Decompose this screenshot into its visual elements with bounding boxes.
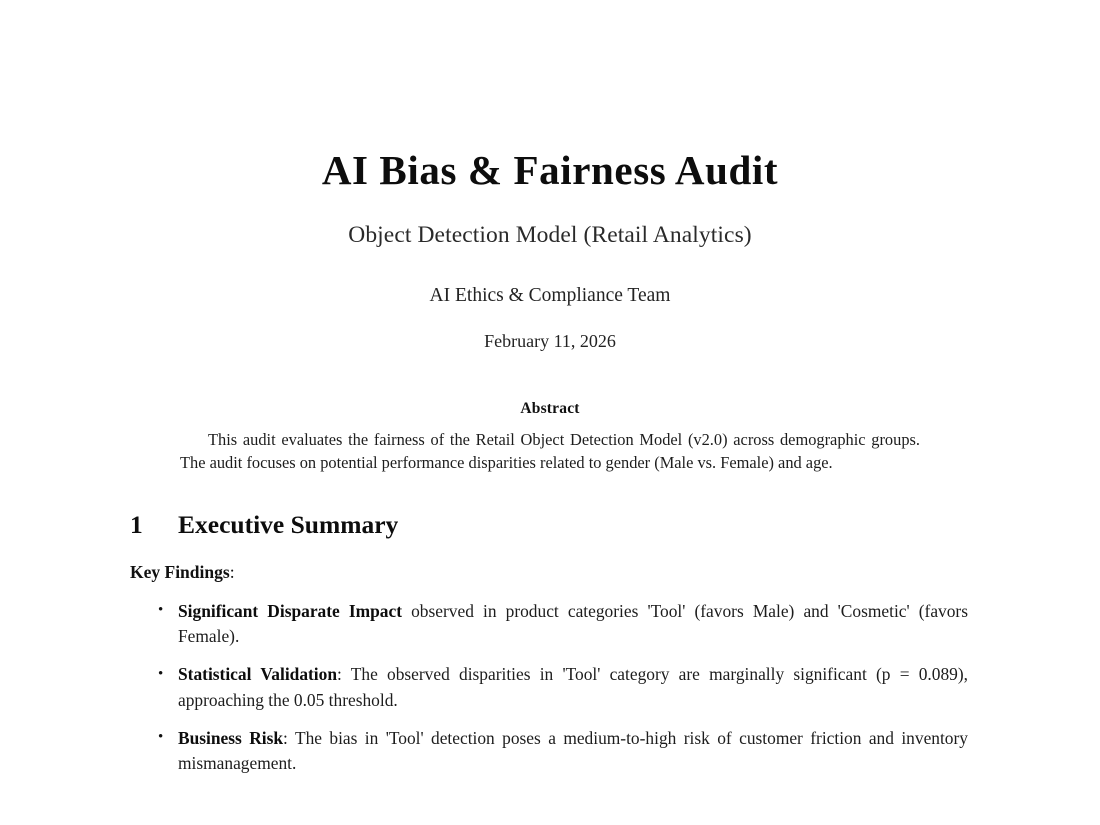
abstract-section xyxy=(0,400,1100,475)
section-heading-executive-summary xyxy=(130,510,1100,540)
title-block xyxy=(0,0,1100,352)
key-findings-label-text: Key Findings xyxy=(130,561,230,582)
finding-text: : The observed disparities in 'Tool' category are marginally significant (p = 0.089), approaching the 0.05 threshold. xyxy=(178,664,968,710)
finding-lead: Significant Disparate Impact xyxy=(178,600,402,621)
key-findings-label xyxy=(130,562,1100,583)
section-title: Executive Summary xyxy=(178,509,399,539)
bullet-icon: • xyxy=(158,602,164,619)
bullet-icon: • xyxy=(158,729,164,746)
abstract-text: This audit evaluates the fairness of the Retail Object Detection Model (v2.0) across demographic groups. The audit focuses on potential performance disparities related to gender (Male vs. Female) and age. xyxy=(180,429,920,473)
abstract-heading: Abstract xyxy=(520,399,580,417)
finding-lead: Business Risk xyxy=(178,727,284,748)
list-item xyxy=(158,662,968,714)
finding-text: : The bias in 'Tool' detection poses a medium-to-high risk of customer friction and inventory mismanagement. xyxy=(178,727,968,774)
document-title: AI Bias & Fairness Audit xyxy=(321,147,779,193)
document-subtitle: Object Detection Model (Retail Analytics) xyxy=(348,221,752,248)
key-findings-colon: : xyxy=(229,561,235,582)
list-item xyxy=(158,599,968,651)
key-findings-list xyxy=(0,599,1100,778)
finding-text: observed in product categories 'Tool' (favors Male) and 'Cosmetic' (favors Female). xyxy=(178,600,968,647)
list-item xyxy=(158,726,968,778)
bullet-icon: • xyxy=(158,665,164,682)
document-date: February 11, 2026 xyxy=(484,330,616,351)
section-number: 1 xyxy=(130,509,143,539)
document-author: AI Ethics & Compliance Team xyxy=(429,284,671,306)
finding-lead: Statistical Validation xyxy=(178,664,338,684)
